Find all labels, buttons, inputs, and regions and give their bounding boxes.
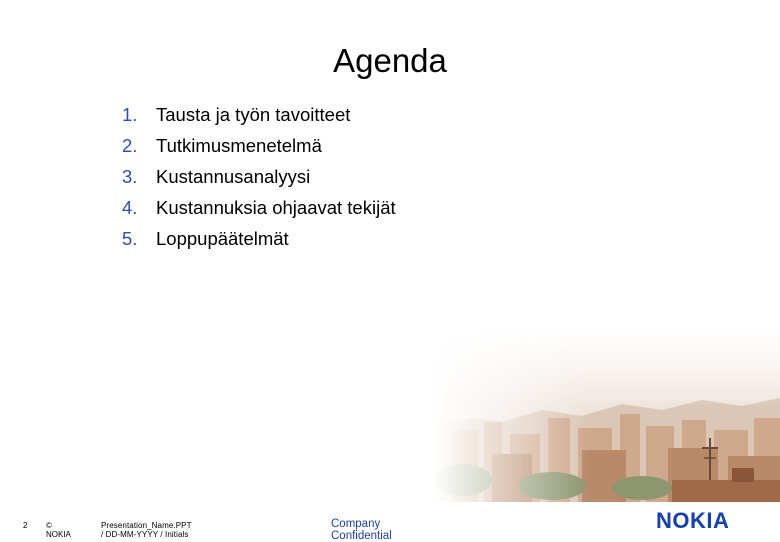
nokia-logo [656,509,758,531]
agenda-item-number: 2. [122,135,138,156]
agenda-item-number: 5. [122,228,138,249]
nokia-logo-text: NOKIA [656,509,730,531]
presentation-info: Presentation_Name.PPT / DD-MM-YYYY / Initials [101,521,192,539]
agenda-item [122,104,396,135]
agenda-item-text: Tutkimusmenetelmä [156,135,322,156]
city-skyline-photo [432,330,780,502]
agenda-item-text: Tausta ja työn tavoitteet [156,104,351,125]
agenda-item-number: 4. [122,197,138,218]
agenda-item-number: 3. [122,166,138,187]
agenda-item [122,228,396,259]
agenda-item-text: Loppupäätelmät [156,228,289,249]
agenda-list [122,104,396,259]
agenda-item [122,197,396,228]
agenda-item-text: Kustannusanalyysi [156,166,311,187]
agenda-item-text: Kustannuksia ohjaavat tekijät [156,197,396,218]
slide-title-text: Agenda [333,42,447,79]
confidential-label: Company Confidential [331,518,392,542]
page-number: 2 [23,521,28,530]
agenda-item [122,166,396,197]
agenda-item [122,135,396,166]
copyright-text: © NOKIA [46,521,71,539]
slide-title [0,42,780,80]
agenda-item-number: 1. [122,104,138,125]
